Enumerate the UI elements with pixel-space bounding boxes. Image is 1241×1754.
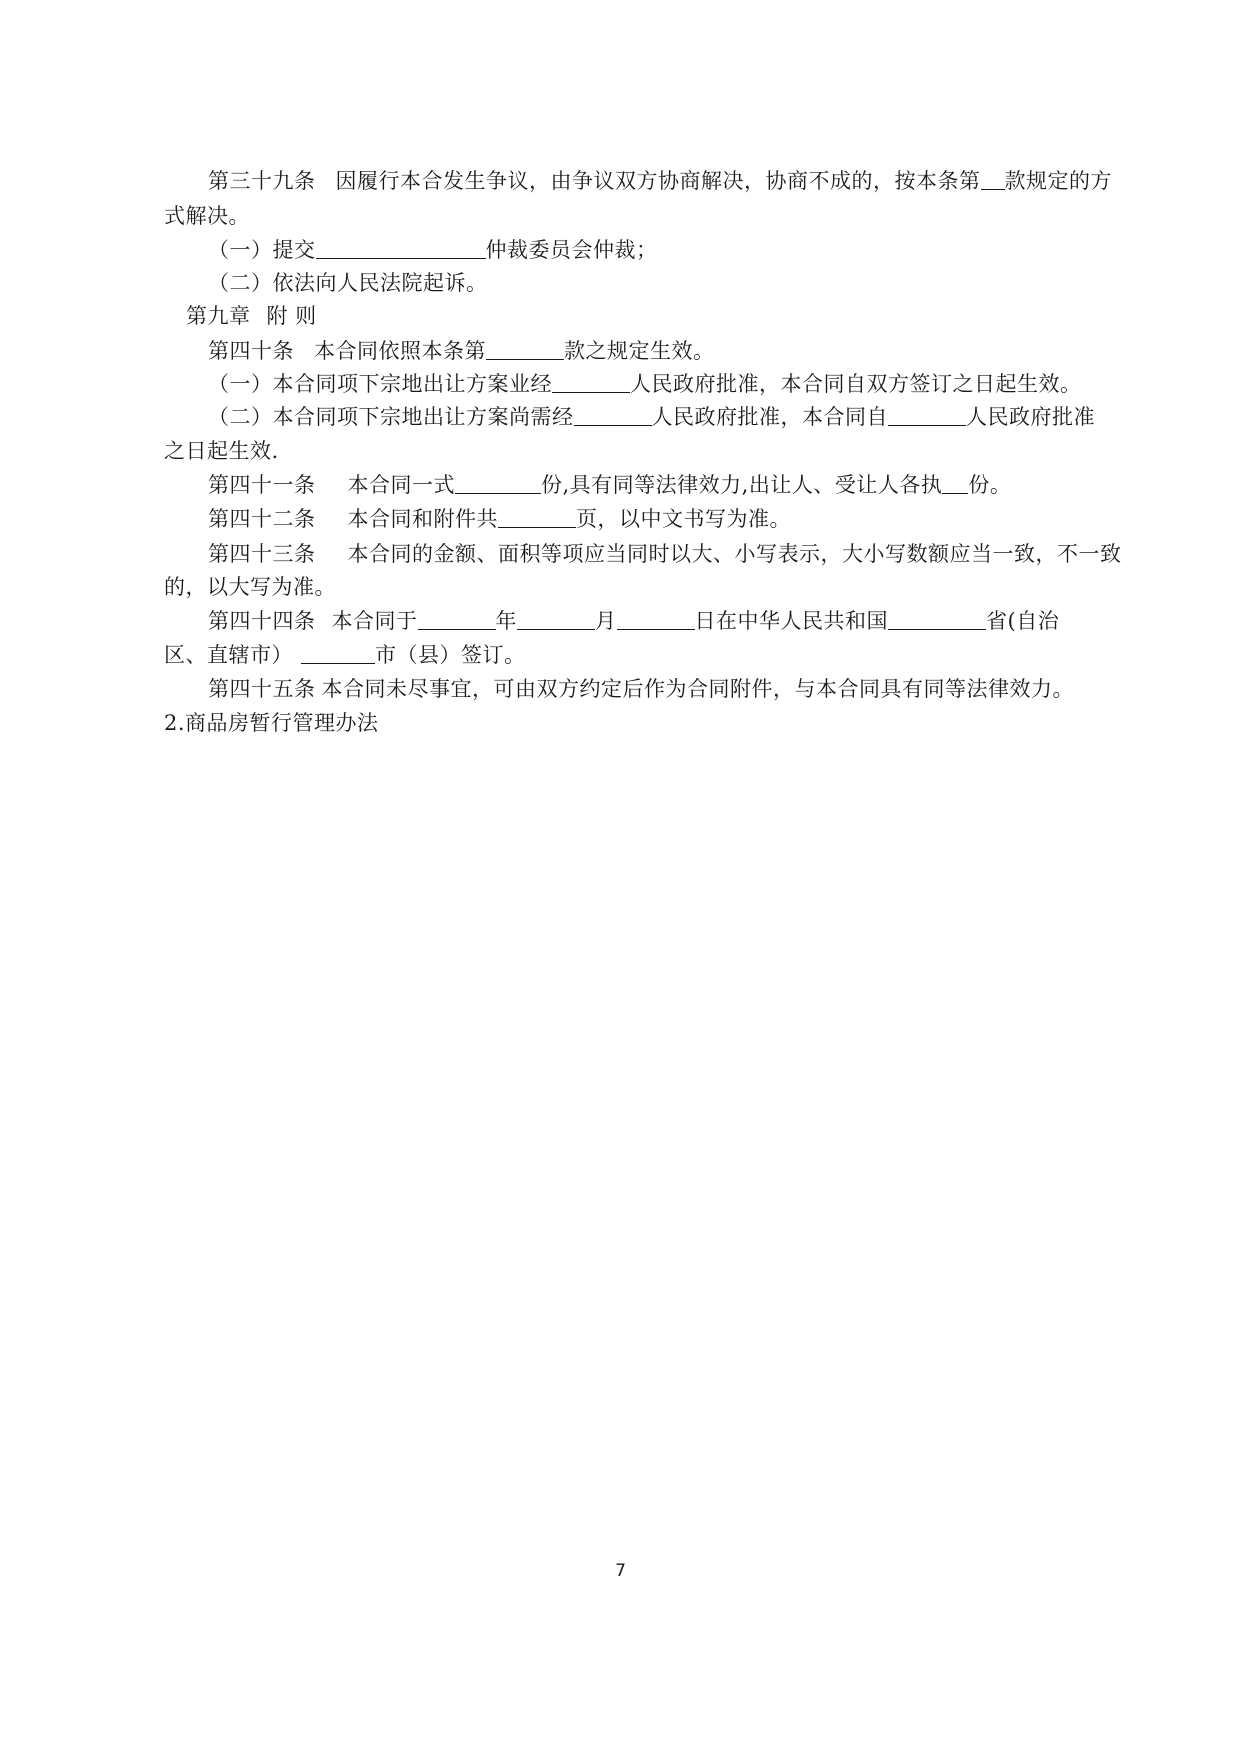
article-44-line-1 [164,606,1168,636]
chapter-9-label: 第九章 [186,304,251,328]
chapter-9-title: 附 则 [266,304,317,328]
article-40-line-1 [164,336,1168,366]
article-44-label: 第四十四条 [208,609,316,633]
month-blank[interactable] [517,607,595,630]
city-blank[interactable] [301,641,375,664]
article-40-text: 本合同依照本条第 [314,339,486,363]
article-41-label: 第四十一条 [208,473,316,497]
article-39-item-1 [164,235,1168,265]
article-40-item-2-suffix: 人民政府批准 [966,405,1095,429]
article-42-text-end: 页，以中文书写为准。 [576,507,791,531]
fill-blank[interactable] [981,167,1005,190]
article-41-text: 本合同一式 [347,473,455,497]
article-39-line-1 [164,166,1168,196]
article-43-label: 第四十三条 [208,542,316,566]
article-40-item-2 [164,402,1168,432]
arbitration-committee-blank[interactable] [316,236,486,259]
day-blank[interactable] [617,607,695,630]
article-42-text: 本合同和附件共 [347,507,498,531]
article-44-line-2-suffix: 市（县）签订。 [375,643,526,667]
article-40-item-2-prefix: （二）本合同项下宗地出让方案尚需经 [208,405,574,429]
article-45-text: 本合同未尽事宜，可由双方约定后作为合同附件，与本合同具有同等法律效力。 [321,677,1074,701]
fill-blank[interactable] [486,337,564,360]
government-blank[interactable] [888,403,966,426]
article-44-line-2-prefix: 区、直辖市） [164,643,293,667]
article-39-text: 因履行本合发生争议，由争议双方协商解决，协商不成的，按本条第 [335,169,981,193]
article-44-day-text: 日在中华人民共和国 [694,609,888,633]
province-blank[interactable] [888,607,986,630]
copies-blank[interactable] [455,471,541,494]
next-section-heading: 2.商品房暂行管理办法 [164,711,379,735]
article-41 [164,470,1168,500]
article-39-text-end: 款规定的方 [1004,169,1112,193]
article-39-item-1-suffix: 仲裁委员会仲裁； [485,238,658,262]
pages-blank[interactable] [498,505,576,528]
chapter-9-heading [164,301,1146,331]
article-43-text: 本合同的金额、面积等项应当同时以大、小写表示，大小写数额应当一致，不一致 [347,542,1122,566]
article-44-year: 年 [495,609,517,633]
article-40-item-1-prefix: （一）本合同项下宗地出让方案业经 [208,372,552,396]
article-44-text: 本合同于 [331,609,418,633]
article-44-line-2 [164,640,1124,670]
article-39-line-2: 式解决。 [164,204,250,228]
page-number: 7 [615,1561,626,1581]
article-40-item-1-suffix: 人民政府批准，本合同自双方签订之日起生效。 [630,372,1082,396]
article-42-label: 第四十二条 [208,507,316,531]
article-40-text-end: 款之规定生效。 [564,339,715,363]
article-40-item-1 [164,369,1168,399]
article-45 [164,674,1168,704]
article-45-label: 第四十五条 [208,677,316,701]
article-41-text-end: 份。 [968,473,1012,497]
year-blank[interactable] [418,607,496,630]
government-blank[interactable] [552,370,630,393]
article-41-text-mid: 份,具有同等法律效力,出让人、受让人各执 [541,473,943,497]
article-40-item-2-line-2: 之日起生效. [164,439,279,463]
copies-each-blank[interactable] [942,471,968,494]
article-39-item-2: （二）依法向人民法院起诉。 [208,271,488,295]
government-blank[interactable] [574,403,652,426]
article-44-month: 月 [595,609,617,633]
article-43-line-2: 的，以大写为准。 [164,575,336,599]
article-40-label: 第四十条 [208,339,294,363]
article-39-item-1-prefix: （一）提交 [208,238,316,262]
article-42 [164,504,1168,534]
article-43-line-1 [164,539,1168,569]
article-39-label: 第三十九条 [208,169,316,193]
article-40-item-2-mid: 人民政府批准，本合同自 [651,405,888,429]
article-44-province: 省(自治 [986,609,1060,633]
